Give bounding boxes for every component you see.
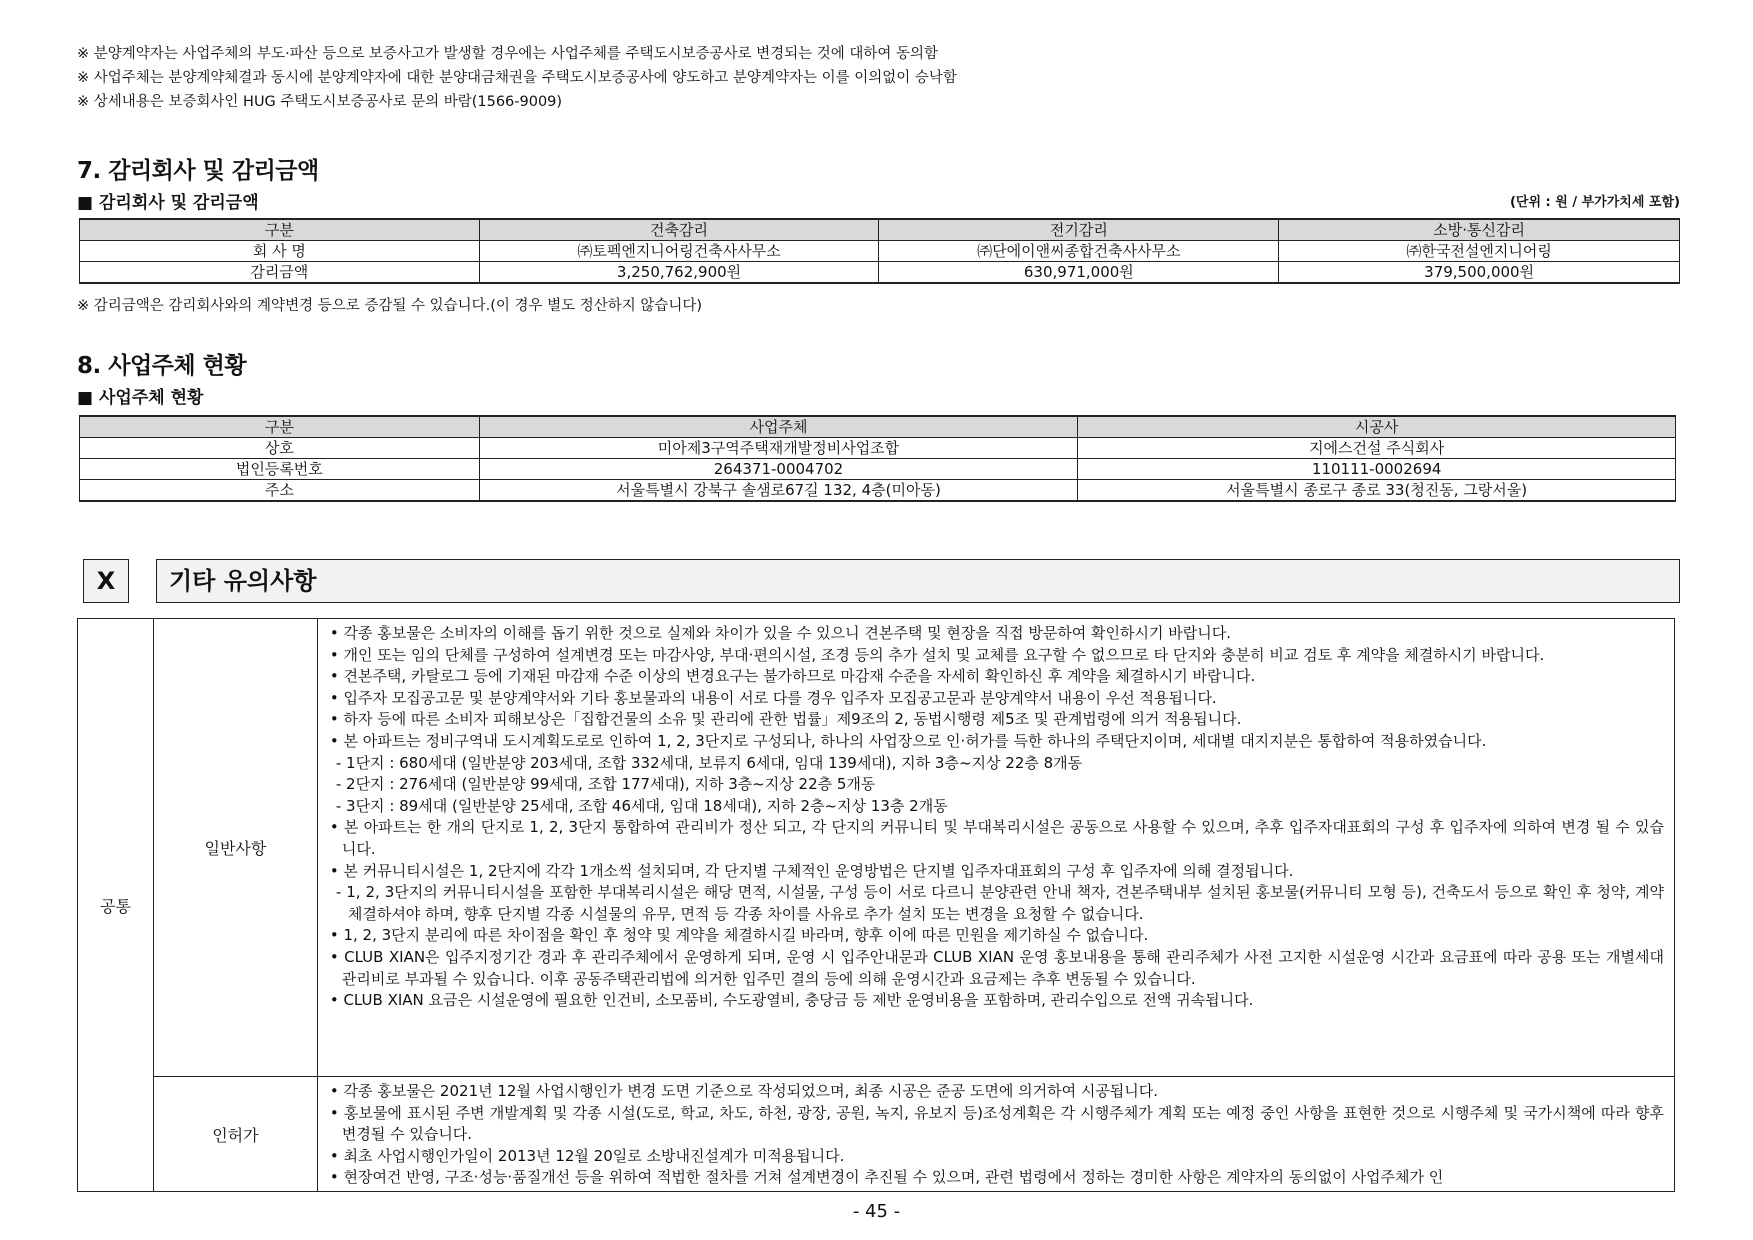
- table-row: [78, 619, 1675, 1077]
- section-8-subheading: ■ 사업주체 현황: [77, 388, 204, 408]
- column-header: 구분: [80, 416, 480, 438]
- list-item: • 1, 2, 3단지 분리에 따른 차이점을 확인 후 청약 및 계약을 체결하시길 바라며, 향후 이에 따른 민원을 제기하실 수 없습니다.: [329, 926, 1149, 945]
- table-cell: 379,500,000원: [1279, 262, 1680, 284]
- table-row: [80, 459, 1676, 480]
- list-item: • 본 아파트는 한 개의 단지로 1, 2, 3단지 통합하여 관리비가 정산 되고, 각 단지의 커뮤니티 및 부대복리시설은 공동으로 사용할 수 있으며, 추후 입주자대표회의 구성 후 입주자에 의하여 변경 될 수 있습니다.: [329, 818, 1664, 858]
- list-item: • 홍보물에 표시된 주변 개발계획 및 각종 시설(도로, 학교, 차도, 하천, 광장, 공원, 녹지, 유보지 등)조성계획은 각 시행주체가 계획 또는 예정 중인 사항을 표현한 것으로 시행주체 및 국가시책에 따라 향후 변경될 수 있습니다.: [329, 1103, 1664, 1144]
- list-item: - 1, 2, 3단지의 커뮤니티시설을 포함한 부대복리시설은 해당 면적, 시설물, 구성 등이 서로 다르니 분양관련 안내 책자, 견본주택내부 설치된 홍보물(커뮤니티 모형 등), 건축도서 등으로 확인 후 청약, 계약 체결하셔야 하며, 향후 단지별 각종 시설물의 유무, 면적 등 각종 차이를 사유로 추가 설치 또는 변경을 요청할 수 없습니다.: [335, 883, 1664, 923]
- table-row: [80, 241, 1680, 262]
- business-entity-table: [79, 415, 1676, 502]
- table-row: [80, 480, 1676, 502]
- table-cell: 서울특별시 강북구 솔샘로67길 132, 4층(미아동): [479, 480, 1078, 502]
- section-7-subheading: ■ 감리회사 및 감리금액: [77, 193, 259, 213]
- table-cell: 상호: [80, 438, 480, 459]
- table-cell: 법인등록번호: [80, 459, 480, 480]
- group-content: [317, 1077, 1674, 1192]
- table-cell: 264371-0004702: [479, 459, 1078, 480]
- table-cell: 3,250,762,900원: [479, 262, 879, 284]
- column-header: 사업주체: [479, 416, 1078, 438]
- table-cell: 주소: [80, 480, 480, 502]
- group-label: 인허가: [153, 1077, 317, 1192]
- list-item: • 본 커뮤니티시설은 1, 2단지에 각각 1개소씩 설치되며, 각 단지별 구체적인 운영방법은 단지별 입주자대표회의 구성 후 입주자에 의해 결정됩니다.: [329, 861, 1294, 880]
- table-header-row: [80, 416, 1676, 438]
- table-row: [80, 438, 1676, 459]
- column-header: 구분: [80, 219, 480, 241]
- column-header: 시공사: [1078, 416, 1676, 438]
- notes-table: [77, 618, 1675, 1192]
- table-cell: ㈜한국전설엔지니어링: [1279, 241, 1680, 262]
- table-cell: 110111-0002694: [1078, 459, 1676, 480]
- table-header-row: [80, 219, 1680, 241]
- list-item: • 개인 또는 임의 단체를 구성하여 설계변경 또는 마감사양, 부대·편의시설, 조경 등의 추가 설치 및 교체를 요구할 수 없으므로 타 단지와 충분히 비교 검토 후 계약을 체결하시기 바랍니다.: [329, 645, 1545, 664]
- list-item: - 1단지 : 680세대 (일반분양 203세대, 조합 332세대, 보류지 6세대, 임대 139세대), 지하 3층~지상 22층 8개동: [335, 753, 1083, 772]
- note-line: ※ 사업주체는 분양계약체결과 동시에 분양계약자에 대한 분양대금채권을 주택도시보증공사에 양도하고 분양계약자는 이를 이의없이 승낙함: [77, 70, 957, 86]
- list-item: • 견본주택, 카탈로그 등에 기재된 마감재 수준 이상의 변경요구는 불가하므로 마감재 수준을 자세히 확인하신 후 계약을 체결하시기 바랍니다.: [329, 667, 1256, 686]
- table-cell: 감리금액: [80, 262, 480, 284]
- list-item: • 입주자 모집공고문 및 분양계약서와 기타 홍보물과의 내용이 서로 다를 경우 입주자 모집공고문과 분양계약서 내용이 우선 적용됩니다.: [329, 688, 1217, 707]
- table-row: [78, 1077, 1675, 1192]
- list-item: • 현장여건 반영, 구조·성능·품질개선 등을 위하여 적법한 절차를 거쳐 설계변경이 추진될 수 있으며, 관련 법령에서 정하는 경미한 사항은 계약자의 동의없이 사업주체가 인: [329, 1168, 1444, 1187]
- list-item: • 최초 사업시행인가일이 2013년 12월 20일로 소방내진설계가 미적용됩니다.: [329, 1146, 845, 1165]
- table-cell: ㈜단에이앤씨종합건축사사무소: [879, 241, 1279, 262]
- section-number-box: X: [83, 559, 129, 603]
- table-cell: 미아제3구역주택재개발정비사업조합: [479, 438, 1078, 459]
- list-item: • 본 아파트는 정비구역내 도시계획도로로 인하여 1, 2, 3단지로 구성되나, 하나의 사업장으로 인·허가를 득한 하나의 주택단지이며, 세대별 대지지분은 통합하여 적용하였습니다.: [329, 731, 1487, 750]
- section-8-heading: 8. 사업주체 현황: [77, 353, 247, 379]
- note-line: ※ 분양계약자는 사업주체의 부도·파산 등으로 보증사고가 발생할 경우에는 사업주체를 주택도시보증공사로 변경되는 것에 대하여 동의함: [77, 46, 939, 62]
- note-line: ※ 상세내용은 보증회사인 HUG 주택도시보증공사로 문의 바람(1566-9009): [77, 94, 563, 110]
- supervision-table: [79, 218, 1680, 284]
- section-title-box: 기타 유의사항: [156, 559, 1680, 603]
- group-label: 일반사항: [153, 619, 317, 1077]
- column-header: 건축감리: [479, 219, 879, 241]
- top-notes: [77, 42, 1677, 114]
- list-item: - 2단지 : 276세대 (일반분양 99세대, 조합 177세대), 지하 3층~지상 22층 5개동: [335, 775, 876, 794]
- list-item: • CLUB XIAN 요금은 시설운영에 필요한 인건비, 소모품비, 수도광열비, 충당금 등 제반 운영비용을 포함하며, 관리수입으로 전액 귀속됩니다.: [329, 991, 1254, 1010]
- section-7-footnote: ※ 감리금액은 감리회사와의 계약변경 등으로 증감될 수 있습니다.(이 경우 별도 정산하지 않습니다): [77, 298, 703, 314]
- table-cell: 서울특별시 종로구 종로 33(청진동, 그랑서울): [1078, 480, 1676, 502]
- column-header: 소방·통신감리: [1279, 219, 1680, 241]
- section-7-heading: 7. 감리회사 및 감리금액: [77, 158, 319, 184]
- group-content: [317, 619, 1674, 1077]
- category-cell: 공통: [78, 619, 154, 1192]
- table-row: [80, 262, 1680, 284]
- page-number: - 45 -: [852, 1201, 901, 1222]
- table-cell: ㈜토펙엔지니어링건축사사무소: [479, 241, 879, 262]
- table-cell: 630,971,000원: [879, 262, 1279, 284]
- unit-note: (단위 : 원 / 부가가치세 포함): [1509, 195, 1680, 210]
- table-cell: 회 사 명: [80, 241, 480, 262]
- list-item: • 하자 등에 따른 소비자 피해보상은「집합건물의 소유 및 관리에 관한 법률」제9조의 2, 동법시행령 제5조 및 관계법령에 의거 적용됩니다.: [329, 710, 1242, 729]
- list-item: - 3단지 : 89세대 (일반분양 25세대, 조합 46세대, 임대 18세대), 지하 2층~지상 13층 2개동: [335, 796, 948, 815]
- list-item: • 각종 홍보물은 소비자의 이해를 돕기 위한 것으로 실제와 차이가 있을 수 있으니 견본주택 및 현장을 직접 방문하여 확인하시기 바랍니다.: [329, 624, 1232, 642]
- table-cell: 지에스건설 주식회사: [1078, 438, 1676, 459]
- list-item: • 각종 홍보물은 2021년 12월 사업시행인가 변경 도면 기준으로 작성되었으며, 최종 시공은 준공 도면에 의거하여 시공됩니다.: [329, 1082, 1159, 1100]
- list-item: • CLUB XIAN은 입주지정기간 경과 후 관리주체에서 운영하게 되며, 운영 시 입주안내문과 CLUB XIAN 운영 홍보내용을 통해 관리주체가 사전 고지한 시설운영 시간과 요금표에 따라 공용 또는 개별세대 관리비로 부과될 수 있습니다. 이후 공동주택관리법에 의거한 입주민 결의 등에 의해 운영시간과 요금제는 추후 변동될 수 있습니다.: [329, 947, 1664, 988]
- column-header: 전기감리: [879, 219, 1279, 241]
